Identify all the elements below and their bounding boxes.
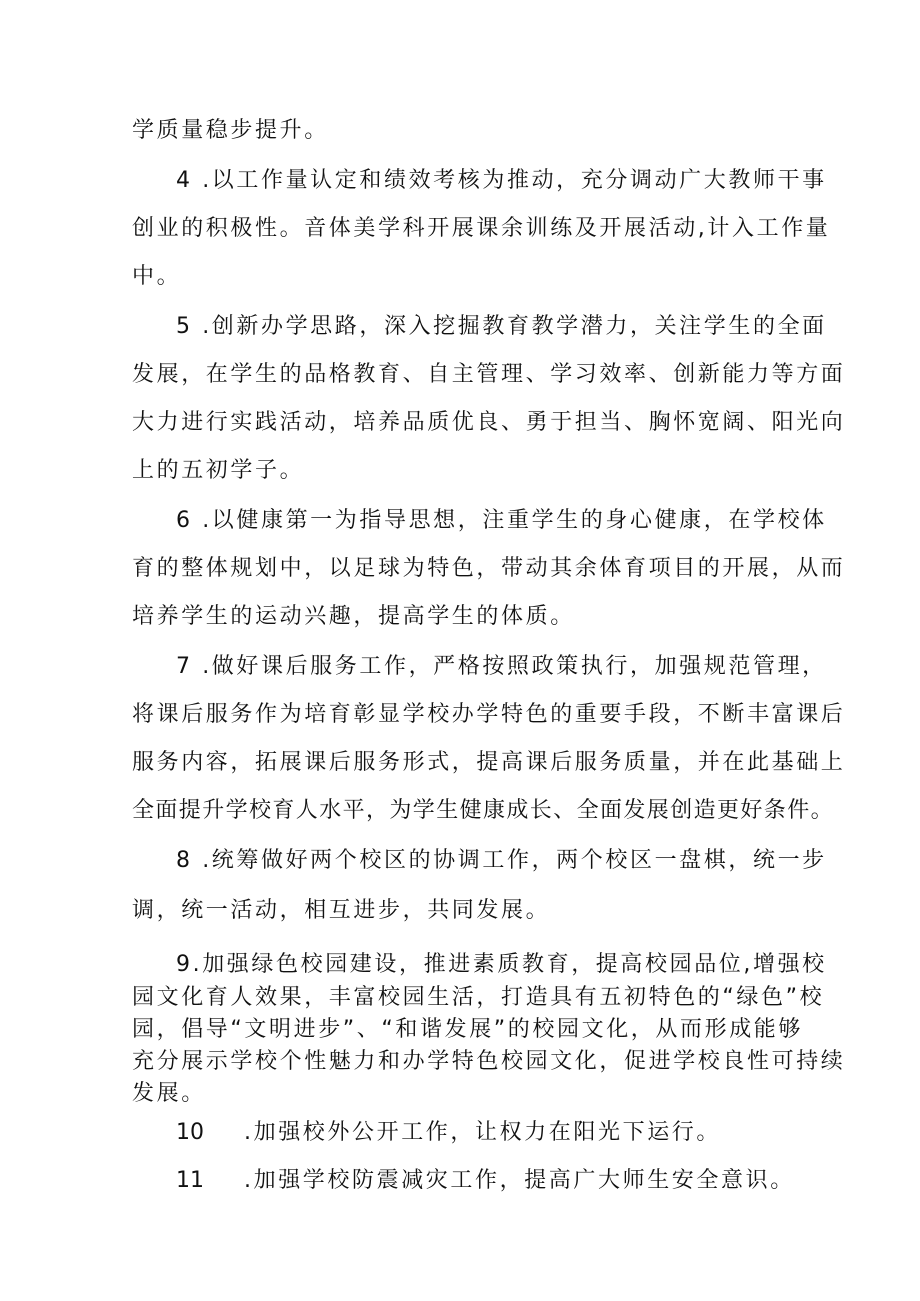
- text-line: 园文化育人效果，丰富校园生活，打造具有五初特色的“绿色”校: [132, 985, 825, 1010]
- text-line: 中。: [132, 264, 182, 289]
- text-line: 育的整体规划中，以足球为特色，带动其余体育项目的开展，从而: [132, 556, 846, 581]
- text-line: 学质量稳步提升。: [132, 118, 329, 143]
- text-line: 充分展示学校个性魅力和办学特色校园文化，促进学校良性可持续: [132, 1049, 846, 1074]
- text-line: 发展，在学生的品格教育、自主管理、学习效率、创新能力等方面: [132, 362, 846, 387]
- text-line: 7 .做好课后服务工作，严格按照政策执行，加强规范管理，: [176, 654, 827, 679]
- text-line: 将课后服务作为培育彰显学校办学特色的重要手段，不断丰富课后: [132, 702, 846, 727]
- text-line: 培养学生的运动兴趣，提高学生的体质。: [132, 604, 575, 629]
- text-line: 园，倡导“文明进步”、“和谐发展”的校园文化，从而形成能够: [132, 1017, 803, 1042]
- text-line: 调，统一活动，相互进步，共同发展。: [132, 898, 551, 923]
- text-line: 服务内容，拓展课后服务形式，提高课后服务质量，并在此基础上: [132, 750, 846, 775]
- text-line: 发展。: [132, 1081, 206, 1106]
- item-number: 11: [176, 1168, 204, 1193]
- list-item-11: [176, 1166, 795, 1196]
- item-text: .加强校外公开工作，让权力在阳光下运行。: [244, 1120, 721, 1145]
- item-number: 10: [176, 1120, 204, 1145]
- text-line: 5 .创新办学思路，深入挖掘教育教学潜力，关注学生的全面: [176, 314, 827, 339]
- text-line: 创业的积极性。音体美学科开展课余训练及开展活动,计入工作量: [132, 216, 831, 241]
- item-text: .加强学校防震减灾工作，提高广大师生安全意识。: [244, 1168, 795, 1193]
- text-line: 9.加强绿色校园建设，推进素质教育，提高校园品位,增强校: [176, 952, 827, 977]
- text-line: 6 .以健康第一为指导思想，注重学生的身心健康，在学校体: [176, 508, 827, 533]
- text-line: 4 .以工作量认定和绩效考核为推动，充分调动广大教师干事: [176, 168, 827, 193]
- text-line: 8 .统筹做好两个校区的协调工作，两个校区一盘棋，统一步: [176, 848, 827, 873]
- text-line: 全面提升学校育人水平，为学生健康成长、全面发展创造更好条件。: [132, 798, 835, 823]
- text-line: 大力进行实践活动，培养品质优良、勇于担当、胸怀宽阔、阳光向: [132, 410, 846, 435]
- list-item-10: [176, 1118, 721, 1148]
- text-line: 上的五初学子。: [132, 458, 305, 483]
